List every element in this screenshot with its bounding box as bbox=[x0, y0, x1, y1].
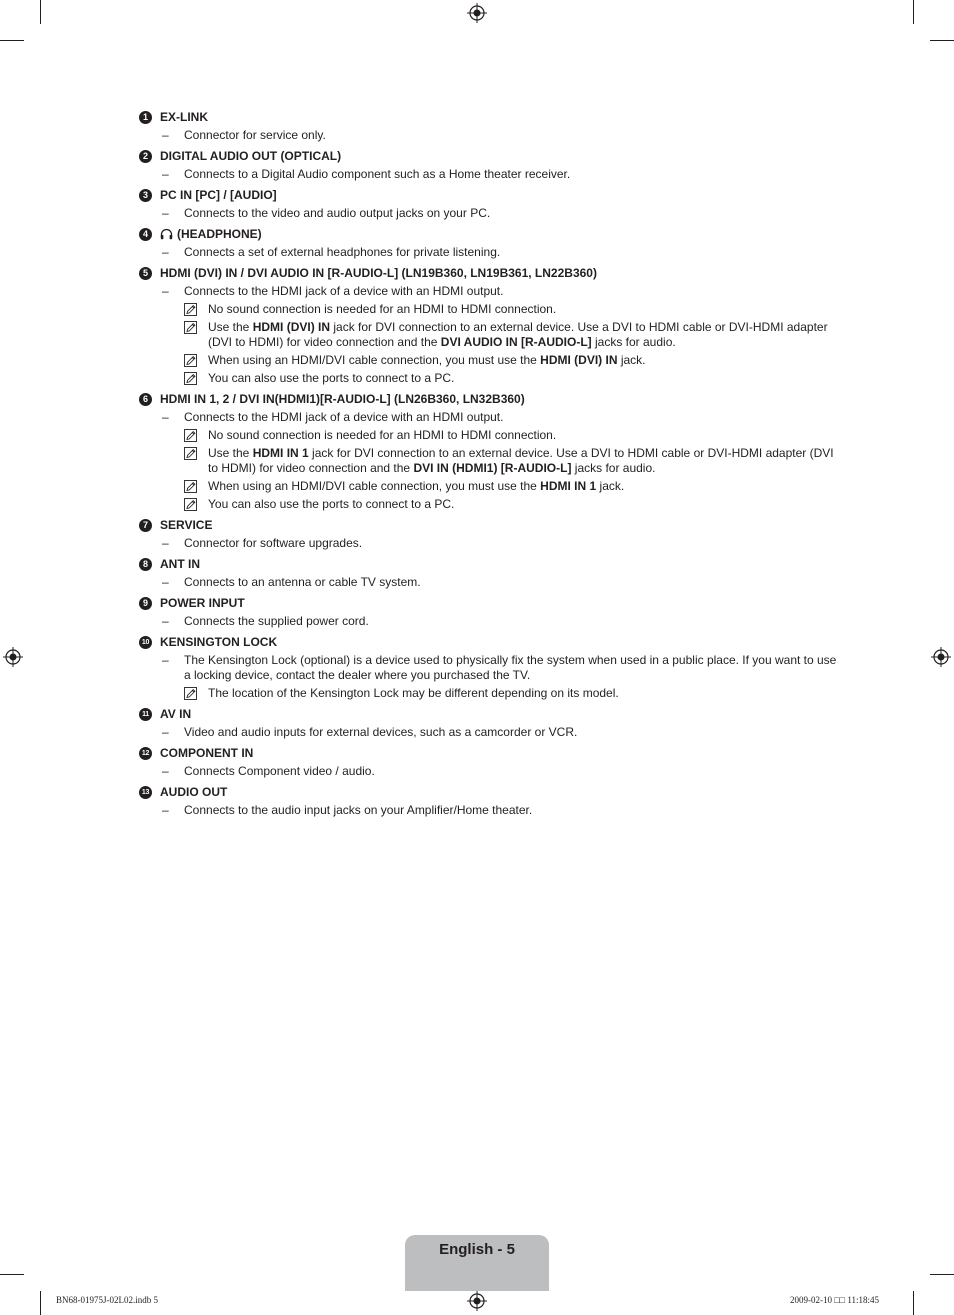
page-number: English - 5 bbox=[439, 1241, 515, 1258]
item-number-badge: 1 bbox=[139, 111, 152, 124]
description-text: Connects Component video / audio. bbox=[184, 764, 375, 778]
note-pencil-icon bbox=[184, 498, 197, 511]
dash-bullet: – bbox=[162, 284, 169, 298]
connector-item bbox=[139, 635, 844, 701]
note-text: The location of the Kensington Lock may be different depending on its model. bbox=[208, 686, 619, 700]
connector-heading bbox=[139, 785, 844, 800]
connector-title: (HEADPHONE) bbox=[177, 227, 262, 241]
connector-title: AV IN bbox=[160, 707, 192, 721]
connector-heading bbox=[139, 110, 844, 125]
connector-title: SERVICE bbox=[160, 518, 213, 532]
description-text: Connects to a Digital Audio component such as a Home theater receiver. bbox=[184, 167, 571, 181]
connector-title: KENSINGTON LOCK bbox=[160, 635, 278, 649]
note bbox=[139, 320, 844, 350]
note-text: You can also use the ports to connect to a PC. bbox=[208, 497, 455, 511]
connector-title: COMPONENT IN bbox=[160, 746, 254, 760]
connector-item bbox=[139, 266, 844, 386]
crop-mark bbox=[913, 0, 914, 24]
registration-mark-icon bbox=[3, 647, 23, 667]
description-text: Connects to the video and audio output jacks on your PC. bbox=[184, 206, 491, 220]
description-text: Connects to the HDMI jack of a device with an HDMI output. bbox=[184, 410, 504, 424]
dash-bullet: – bbox=[162, 536, 169, 550]
description-text: Connects to the audio input jacks on your Amplifier/Home theater. bbox=[184, 803, 533, 817]
note-text: Use the bbox=[208, 320, 253, 334]
dash-bullet: – bbox=[162, 410, 169, 424]
connector-heading bbox=[139, 518, 844, 533]
connector-heading bbox=[139, 227, 844, 242]
note-emphasis: HDMI IN 1 bbox=[540, 479, 597, 493]
crop-mark bbox=[40, 0, 41, 24]
connector-heading bbox=[139, 392, 844, 407]
connector-title: EX-LINK bbox=[160, 110, 208, 124]
connector-description bbox=[139, 410, 844, 425]
headphone-icon bbox=[160, 228, 173, 244]
item-number-badge: 7 bbox=[139, 519, 152, 532]
description-text: Connects to an antenna or cable TV system. bbox=[184, 575, 421, 589]
note bbox=[139, 497, 844, 512]
dash-bullet: – bbox=[162, 614, 169, 628]
item-number-badge: 13 bbox=[139, 786, 152, 799]
print-slug-date: 2009-02-10 □□ 11:18:45 bbox=[790, 1295, 880, 1305]
connector-item bbox=[139, 392, 844, 512]
note-text: jacks for audio. bbox=[571, 461, 656, 475]
connector-title: HDMI IN 1, 2 / DVI IN(HDMI1)[R-AUDIO-L] (LN26B360, LN32B360) bbox=[160, 392, 525, 406]
connector-item bbox=[139, 596, 844, 629]
item-number-badge: 10 bbox=[139, 636, 152, 649]
crop-mark bbox=[0, 1274, 24, 1275]
crop-mark bbox=[40, 1291, 41, 1315]
connector-item bbox=[139, 227, 844, 260]
note-emphasis: HDMI (DVI) IN bbox=[540, 353, 618, 367]
connector-item bbox=[139, 188, 844, 221]
note-pencil-icon bbox=[184, 480, 197, 493]
dash-bullet: – bbox=[162, 206, 169, 220]
dash-bullet: – bbox=[162, 575, 169, 589]
item-number-badge: 3 bbox=[139, 189, 152, 202]
description-text: Connector for software upgrades. bbox=[184, 536, 363, 550]
connector-description bbox=[139, 575, 844, 590]
dash-bullet: – bbox=[162, 128, 169, 142]
note-pencil-icon bbox=[184, 687, 197, 700]
registration-mark-icon bbox=[931, 647, 951, 667]
connector-description bbox=[139, 653, 844, 683]
note-pencil-icon bbox=[184, 429, 197, 442]
connector-title: POWER INPUT bbox=[160, 596, 245, 610]
connector-title: AUDIO OUT bbox=[160, 785, 228, 799]
note-pencil-icon bbox=[184, 447, 197, 460]
note-emphasis: DVI IN (HDMI1) [R-AUDIO-L] bbox=[413, 461, 572, 475]
print-slug-file: BN68-01975J-02L02.indb 5 bbox=[56, 1295, 158, 1305]
note-pencil-icon bbox=[184, 354, 197, 367]
item-number-badge: 6 bbox=[139, 393, 152, 406]
note bbox=[139, 446, 844, 476]
crop-mark bbox=[930, 1274, 954, 1275]
note-pencil-icon bbox=[184, 321, 197, 334]
note bbox=[139, 371, 844, 386]
item-number-badge: 11 bbox=[139, 708, 152, 721]
connector-title: ANT IN bbox=[160, 557, 200, 571]
connector-description bbox=[139, 803, 844, 818]
connector-description bbox=[139, 284, 844, 299]
note-text: jacks for audio. bbox=[591, 335, 676, 349]
item-number-badge: 5 bbox=[139, 267, 152, 280]
connector-description bbox=[139, 614, 844, 629]
note-text: jack for DVI connection to an external device. Use a DVI to HDMI cable or DVI-HDMI adapter (DVI to HDMI) for video connection and the bbox=[208, 320, 828, 349]
connector-heading bbox=[139, 596, 844, 611]
note-text: jack for DVI connection to an external device. Use a DVI to HDMI cable or DVI-HDMI adapter (DVI to HDMI) for video connection and the bbox=[208, 446, 834, 475]
note-text: When using an HDMI/DVI cable connection, you must use the bbox=[208, 479, 541, 493]
connector-description bbox=[139, 764, 844, 779]
note-pencil-icon bbox=[184, 303, 197, 316]
connector-description bbox=[139, 245, 844, 260]
description-text: Connects to the HDMI jack of a device with an HDMI output. bbox=[184, 284, 504, 298]
note-pencil-icon bbox=[184, 372, 197, 385]
connector-item bbox=[139, 785, 844, 818]
note-text: No sound connection is needed for an HDMI to HDMI connection. bbox=[208, 302, 557, 316]
dash-bullet: – bbox=[162, 653, 169, 667]
crop-mark bbox=[930, 40, 954, 41]
note-text: You can also use the ports to connect to a PC. bbox=[208, 371, 455, 385]
connector-heading bbox=[139, 188, 844, 203]
dash-bullet: – bbox=[162, 245, 169, 259]
crop-mark bbox=[913, 1291, 914, 1315]
description-text: The Kensington Lock (optional) is a device used to physically fix the system when used in a public place. If you want to use a locking device, contact the dealer where you purchased the TV. bbox=[184, 653, 837, 682]
connector-description bbox=[139, 128, 844, 143]
connector-heading bbox=[139, 557, 844, 572]
connector-item bbox=[139, 707, 844, 740]
item-number-badge: 2 bbox=[139, 150, 152, 163]
dash-bullet: – bbox=[162, 803, 169, 817]
item-number-badge: 4 bbox=[139, 228, 152, 241]
connector-heading bbox=[139, 266, 844, 281]
connector-list bbox=[139, 110, 844, 824]
connector-item bbox=[139, 746, 844, 779]
crop-mark bbox=[0, 40, 24, 41]
note bbox=[139, 428, 844, 443]
connector-description bbox=[139, 167, 844, 182]
description-text: Connects the supplied power cord. bbox=[184, 614, 369, 628]
note bbox=[139, 302, 844, 317]
connector-heading bbox=[139, 707, 844, 722]
note-text: When using an HDMI/DVI cable connection, you must use the bbox=[208, 353, 541, 367]
connector-item bbox=[139, 110, 844, 143]
dash-bullet: – bbox=[162, 764, 169, 778]
connector-description bbox=[139, 536, 844, 551]
connector-title: HDMI (DVI) IN / DVI AUDIO IN [R-AUDIO-L] (LN19B360, LN19B361, LN22B360) bbox=[160, 266, 597, 280]
connector-description bbox=[139, 725, 844, 740]
connector-title: DIGITAL AUDIO OUT (OPTICAL) bbox=[160, 149, 342, 163]
connector-heading bbox=[139, 746, 844, 761]
connector-title: PC IN [PC] / [AUDIO] bbox=[160, 188, 277, 202]
note bbox=[139, 353, 844, 368]
description-text: Connects a set of external headphones for private listening. bbox=[184, 245, 501, 259]
dash-bullet: – bbox=[162, 725, 169, 739]
dash-bullet: – bbox=[162, 167, 169, 181]
note-text: jack. bbox=[596, 479, 625, 493]
note bbox=[139, 479, 844, 494]
connector-description bbox=[139, 206, 844, 221]
note-emphasis: DVI AUDIO IN [R-AUDIO-L] bbox=[440, 335, 592, 349]
description-text: Connector for service only. bbox=[184, 128, 326, 142]
item-number-badge: 9 bbox=[139, 597, 152, 610]
item-number-badge: 8 bbox=[139, 558, 152, 571]
item-number-badge: 12 bbox=[139, 747, 152, 760]
note-emphasis: HDMI (DVI) IN bbox=[252, 320, 331, 334]
registration-mark-icon bbox=[467, 3, 487, 23]
description-text: Video and audio inputs for external devices, such as a camcorder or VCR. bbox=[184, 725, 578, 739]
connector-item bbox=[139, 557, 844, 590]
note-text: No sound connection is needed for an HDMI to HDMI connection. bbox=[208, 428, 557, 442]
note bbox=[139, 686, 844, 701]
note-text: Use the bbox=[208, 446, 253, 460]
note-emphasis: HDMI IN 1 bbox=[252, 446, 309, 460]
note-text: jack. bbox=[617, 353, 646, 367]
registration-mark-icon bbox=[467, 1291, 487, 1311]
connector-heading bbox=[139, 149, 844, 164]
connector-item bbox=[139, 149, 844, 182]
connector-heading bbox=[139, 635, 844, 650]
connector-item bbox=[139, 518, 844, 551]
